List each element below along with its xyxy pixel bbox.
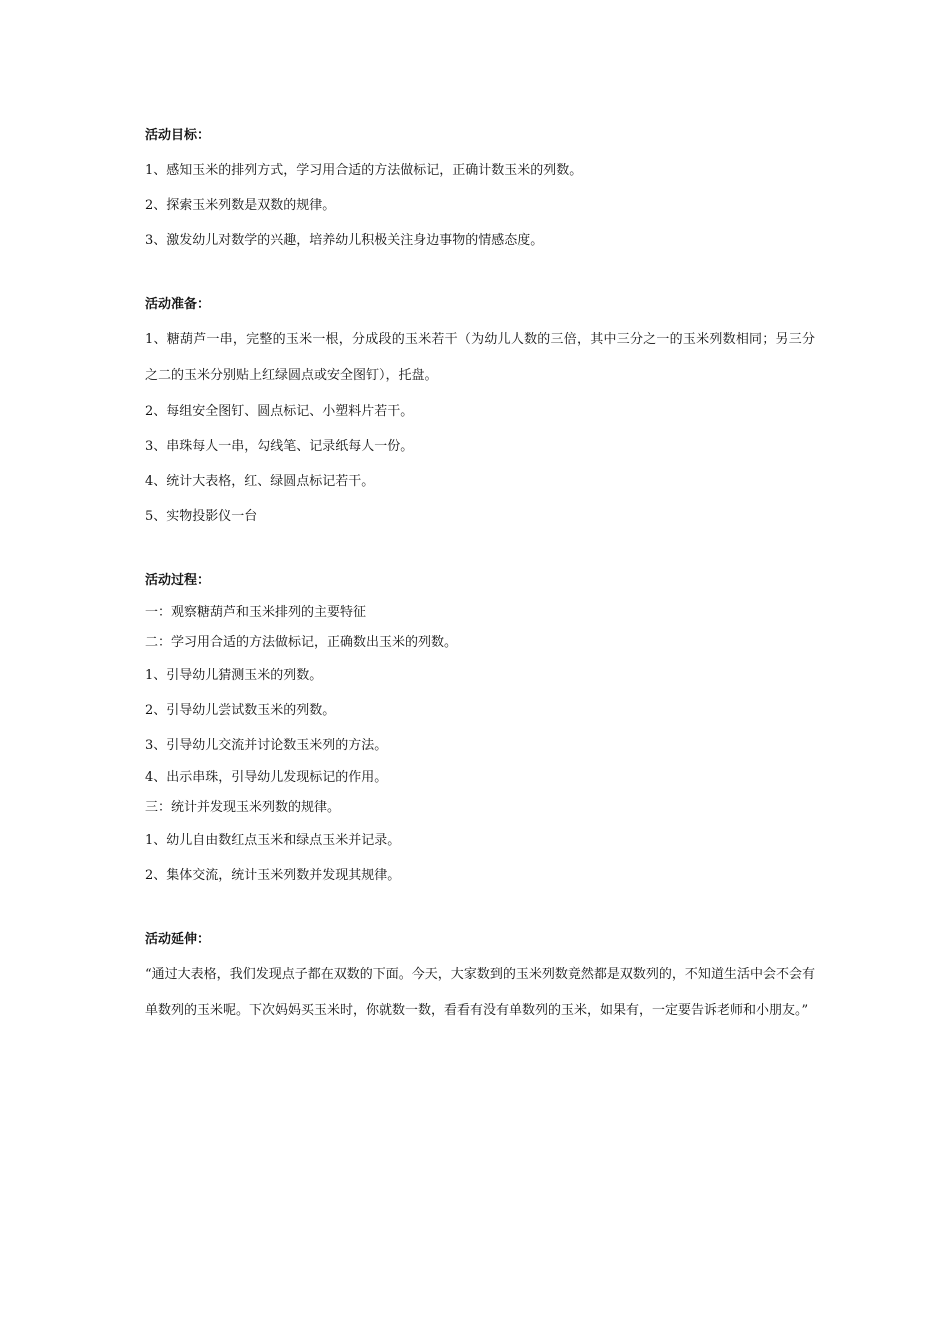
process-step-item: 1、引导幼儿猜测玉米的列数。 [145,668,323,683]
extension-heading: 活动延伸： [145,932,211,947]
process-step-title: 三：统计并发现玉米列数的规律。 [145,800,341,815]
process-step-item: 4、出示串珠，引导幼儿发现标记的作用。 [145,770,388,785]
process-step-title: 二：学习用合适的方法做标记，正确数出玉米的列数。 [145,635,458,650]
objective-item: 1、感知玉米的排列方式，学习用合适的方法做标记，正确计数玉米的列数。 [145,163,583,178]
process-step-item: 3、引导幼儿交流并讨论数玉米列的方法。 [145,738,388,753]
preparation-heading: 活动准备： [145,297,211,312]
process-heading: 活动过程： [145,573,211,588]
extension-section [145,922,815,1029]
extension-text: “通过大表格，我们发现点子都在双数的下面。今天，大家数到的玉米列数竟然都是双数列的，不知道生活中会不会有单数列的玉米呢。下次妈妈买玉米时，你就数一数，看看有没有单数列的玉米，如果有，一定要告诉老师和小朋友。” [145,967,815,1018]
objective-item: 3、激发幼儿对数学的兴趣，培养幼儿积极关注身边事物的情感态度。 [145,233,544,248]
objective-item: 2、探索玉米列数是双数的规律。 [145,198,336,213]
process-step-title: 一：观察糖葫芦和玉米排列的主要特征 [145,605,367,620]
process-step-item: 2、集体交流，统计玉米列数并发现其规律。 [145,868,401,883]
document-page [145,118,815,1029]
preparation-item: 2、每组安全图钉、圆点标记、小塑料片若干。 [145,404,414,419]
objectives-heading: 活动目标： [145,128,211,143]
process-step-item: 2、引导幼儿尝试数玉米的列数。 [145,703,336,718]
preparation-item: 5、实物投影仪一台 [145,509,258,524]
preparation-item: 4、统计大表格，红、绿圆点标记若干。 [145,474,375,489]
preparation-section [145,287,815,534]
objectives-section [145,118,815,258]
process-section [145,563,815,893]
process-step-item: 1、幼儿自由数红点玉米和绿点玉米并记录。 [145,833,401,848]
preparation-item: 1、糖葫芦一串，完整的玉米一根，分成段的玉米若干（为幼儿人数的三倍，其中三分之一的玉米列数相同；另三分之二的玉米分别贴上红绿圆点或安全图钉），托盘。 [145,332,815,383]
preparation-item: 3、串珠每人一串，勾线笔、记录纸每人一份。 [145,439,414,454]
